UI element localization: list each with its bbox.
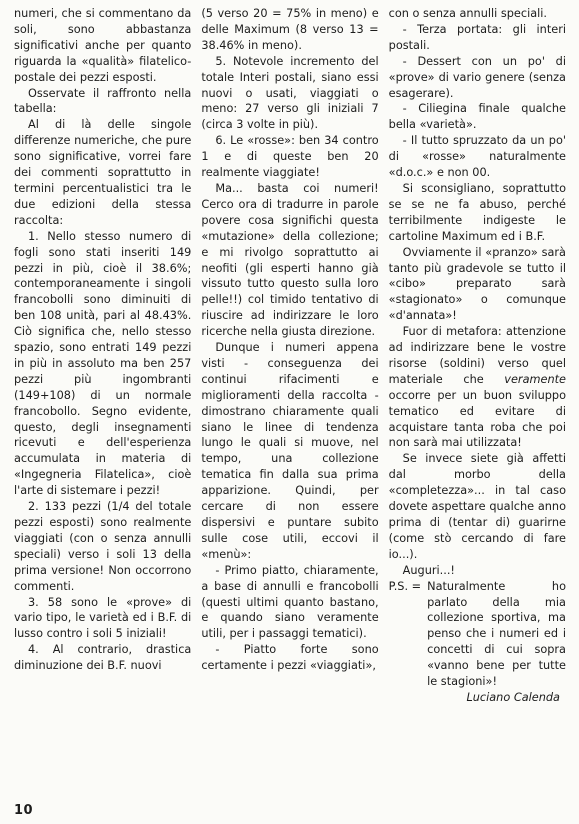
paragraph: con o senza annulli speciali.	[388, 7, 548, 20]
paragraph: - Primo piatto, chiaramente, a base di annulli e francobolli (questi ultimi quanto bastano, e quando siano veramente utili, per i passaggi tematici).	[201, 563, 379, 641]
page-number: 10	[14, 803, 34, 818]
paragraph: Ma... basta coi numeri! Cerco ora di tradurre in parole povere cosa significhi questa «mutazione» della collezione; e mi rivolgo soprattutto ai neofiti (gli esperti hanno già vissuto tutto questo sulla loro pelle!!) col timido tentativo di riuscire ad indirizzare le loro ricerche nella giusta direzione.	[201, 181, 379, 339]
paragraph	[389, 324, 566, 451]
paragraph-text: occorre per un buon sviluppo tematico ed evitare di acquistare tanta roba che poi non sarà mai utilizzata!	[388, 388, 566, 450]
paragraph: Se invece siete già affetti dal morbo della «completezza»... in tal caso dovete aspettare qualche anno prima di (tentar di) guarirne (come stò cercando di fare io...).	[388, 452, 566, 561]
emphasis-text: veramente	[504, 372, 566, 386]
postscript	[389, 579, 566, 690]
postscript-text: Naturalmente ho parlato della mia collezione sportiva, ma penso che i numeri ed i concetti di cui sopra «vanno bene per tutte le stagioni»!	[427, 579, 566, 689]
paragraph: Auguri...!	[402, 563, 455, 577]
text-column-1	[14, 6, 191, 796]
author-signature: Luciano Calenda	[466, 690, 560, 704]
paragraph: Dunque i numeri appena visti - conseguenza dei continui rifacimenti e miglioramenti della raccolta - dimostrano chiaramente quali siano le linee di tendenza lungo le quali si muove, nel tempo, una collezione tematica fin dalla sua prima apparizione. Quindi, per cercare di non essere dispersivi e puntare subito sulle cose utili, eccovi il «menù»:	[201, 341, 379, 561]
paragraph: - Ciliegina finale qualche bella «varietà».	[388, 102, 566, 132]
paragraph: 1. Nello stesso numero di fogli sono stati inseriti 149 pezzi in più, cioè il 38.6%; contemporaneamente i singoli francobolli sono diminuiti di ben 108 unità, pari al 48.43%. Ciò significa che, nello stesso spazio, sono entrati 149 pezzi in più in assoluto ma ben 257 pezzi più ingombranti (149+108) di un normale francobollo. Segno evidente, questo, degli insegnamenti ricevuti e dell'esperienza accumulata in materia di «Ingegneria Filatelica», cioè l'arte di sistemare i pezzi!	[14, 229, 192, 498]
paragraph: - Il tutto spruzzato da un po' di «rosse» naturalmente «d.o.c.» e non 00.	[388, 134, 566, 180]
paragraph: 5. Notevole incremento del totale Interi postali, siano essi nuovi o usati, viaggiati o meno: 27 verso gli iniziali 7 (circa 3 volte in più).	[201, 54, 379, 132]
text-column-2	[201, 6, 378, 796]
paragraph: Ovviamente il «pranzo» sarà tanto più gradevole se tutto il «cibo» preparato sarà «stagionato» o comunque «d'annata»!	[388, 245, 566, 323]
paragraph: Si sconsigliano, soprattutto se se ne fa abuso, perché terribilmente indigeste le cartoline Maximum ed i B.F.	[388, 181, 566, 243]
text-column-3	[389, 6, 566, 796]
postscript-label: P.S. =	[388, 579, 422, 593]
paragraph: - Dessert con un po' di «prove» di vario genere (senza esagerare).	[388, 54, 566, 100]
paragraph: - Piatto forte sono certamente i pezzi «viaggiati»,	[201, 643, 379, 673]
paragraph: 2. 133 pezzi (1/4 del totale pezzi esposti) sono realmente viaggiati (con o senza annulli speciali) verso i soli 13 della prima versione! Non occorrono commenti.	[14, 500, 192, 593]
paragraph: numeri, che si commentano da soli, sono abbastanza significativi anche per quanto riguarda la «qualità» filatelico-postale dei pezzi esposti.	[14, 7, 192, 84]
paragraph: - Terza portata: gli interi postali.	[388, 22, 566, 52]
paragraph: 3. 58 sono le «prove» di vario tipo, le varietà ed i B.F. di lusso contro i soli 5 iniziali!	[14, 595, 192, 641]
paragraph: (5 verso 20 = 75% in meno) e delle Maximum (8 verso 13 = 38.46% in meno).	[201, 7, 379, 52]
paragraph: Osservate il raffronto nella tabella:	[14, 86, 192, 116]
paragraph: Al di là delle singole differenze numeriche, che pure sono significative, vorrei fare dei commenti soprattutto in termini percentualistici tra le due edizioni della stessa raccolta:	[14, 118, 192, 227]
paragraph: 4. Al contrario, drastica diminuzione dei B.F. nuovi	[14, 643, 192, 673]
article-page	[14, 6, 566, 796]
paragraph-text: Fuor di metafora: attenzione ad indirizzare bene le vostre risorse (soldini) verso quel materiale che	[388, 325, 566, 386]
paragraph: 6. Le «rosse»: ben 34 contro 1 e di queste ben 20 realmente viaggiate!	[201, 134, 379, 180]
